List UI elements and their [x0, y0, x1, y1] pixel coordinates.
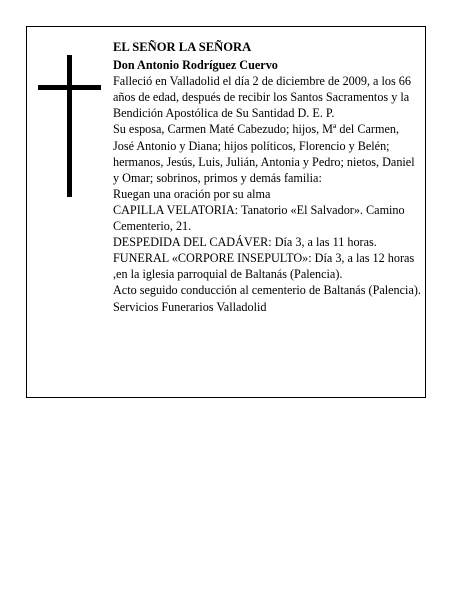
- burial-paragraph: Acto seguido conducción al cementerio de Baltanás (Palencia).: [113, 283, 421, 298]
- death-paragraph: Falleció en Valladolid el día 2 de diciembre de 2009, a los 66 años de edad, después de recibir los Santos Sacramentos y la Bendición Apostólica de Su Santidad D. E. P.: [113, 74, 411, 121]
- services-line: Servicios Funerarios Valladolid: [113, 299, 267, 314]
- cross-vertical-bar: [67, 55, 72, 197]
- cross-horizontal-bar: [38, 85, 101, 90]
- deceased-name: Don Antonio Rodríguez Cuervo: [113, 58, 278, 73]
- funeral-paragraph: FUNERAL «CORPORE INSEPULTO»: Día 3, a las 12 horas ,en la iglesia parroquial de Baltanás (Palencia).: [113, 251, 415, 282]
- notice-title: EL SEÑOR LA SEÑORA: [113, 40, 252, 54]
- prayer-line: Ruegan una oración por su alma: [113, 186, 271, 201]
- obituary-notice: [26, 26, 426, 398]
- notice-text: [113, 39, 423, 315]
- family-paragraph: Su esposa, Carmen Maté Cabezudo; hijos, Mª del Carmen, José Antonio y Diana; hijos políticos, Florencio y Belén; hermanos, Jesús, Luis, Julián, Antonia y Pedro; nietos, Daniel y Omar; sobrinos, primos y demás familia:: [113, 122, 415, 185]
- farewell-line: DESPEDIDA DEL CADÁVER: Día 3, a las 11 horas.: [113, 235, 377, 250]
- chapel-paragraph: CAPILLA VELATORIA: Tanatorio «El Salvador». Camino Cementerio, 21.: [113, 202, 405, 234]
